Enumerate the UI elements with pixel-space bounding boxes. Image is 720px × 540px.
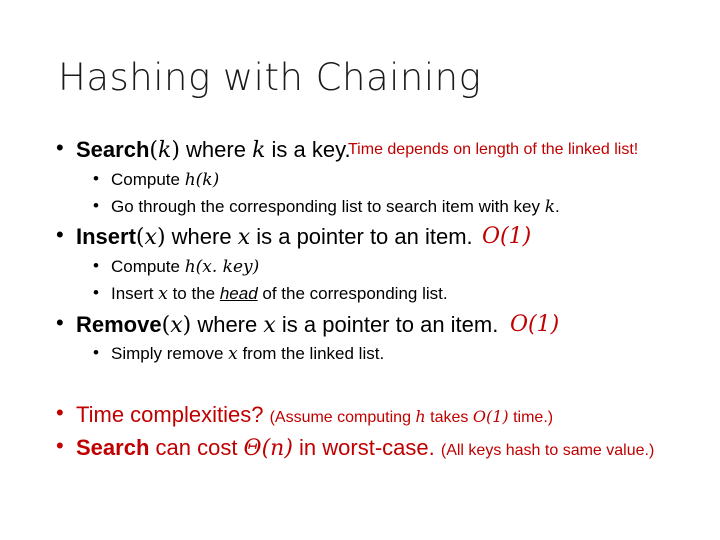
- search-text1: where: [179, 137, 253, 162]
- bullet-dot: •: [56, 310, 64, 335]
- worst-math: Θ(n): [243, 436, 293, 461]
- search-sub2: [93, 196, 560, 217]
- remove-cost: O(1): [510, 312, 560, 337]
- search-sub1: [93, 169, 220, 190]
- search-note: Time depends on length of the linked list!: [348, 141, 639, 158]
- insert-sub2: [93, 283, 448, 304]
- paren-close: ): [171, 138, 180, 163]
- worst-text1: can cost: [149, 435, 244, 460]
- paren-close: ): [182, 313, 192, 338]
- insert-sub1-text: Compute: [111, 257, 185, 276]
- insert-sub1-math: h(x. key): [184, 257, 260, 277]
- insert-keyword: Insert: [76, 224, 136, 249]
- sub-bullet-dot: •: [93, 343, 99, 362]
- insert-sub2-head: head: [219, 284, 258, 303]
- bullet-insert: [56, 222, 473, 250]
- bullet-remove: [56, 310, 499, 338]
- bullet-worst-case: [56, 433, 655, 461]
- search-text2: is a key.: [265, 137, 351, 162]
- complexity-text: Time complexities?: [76, 402, 270, 427]
- worst-text2: in worst-case.: [292, 435, 441, 460]
- search-sub2-var: k: [544, 197, 556, 217]
- sub-bullet-dot: •: [93, 196, 99, 215]
- insert-sub2-mid: to the: [167, 284, 220, 303]
- worst-keyword: Search: [76, 435, 150, 460]
- paren-open: (: [135, 225, 145, 250]
- paren-open: (: [149, 138, 158, 163]
- bullet-dot: •: [56, 135, 64, 160]
- insert-sub2-before: Insert: [111, 284, 159, 303]
- remove-keyword: Remove: [76, 312, 162, 337]
- bullet-dot: •: [56, 222, 64, 247]
- bullet-complexity: [56, 400, 554, 428]
- sub-bullet-dot: •: [93, 169, 99, 188]
- remove-sub1-after: from the linked list.: [237, 344, 385, 363]
- search-var: k: [157, 138, 172, 163]
- remove-text1: where: [191, 312, 264, 337]
- insert-var2: x: [237, 225, 251, 250]
- insert-cost: O(1): [482, 224, 532, 249]
- paren-close: ): [156, 225, 166, 250]
- complexity-note-before: (Assume computing: [269, 409, 416, 426]
- sub-bullet-dot: •: [93, 256, 99, 275]
- insert-sub2-var: x: [158, 284, 168, 304]
- remove-sub1: [93, 343, 385, 364]
- remove-sub1-var: x: [228, 344, 238, 364]
- search-sub2-end: .: [555, 197, 560, 216]
- sub-bullet-dot: •: [93, 283, 99, 302]
- insert-sub2-after: of the corresponding list.: [257, 284, 448, 303]
- search-sub1-fn: h: [184, 170, 196, 190]
- complexity-note-var: h: [415, 407, 426, 426]
- insert-sub1: [93, 256, 260, 277]
- worst-note: (All keys hash to same value.): [440, 442, 655, 459]
- bullet-dot: •: [56, 400, 64, 425]
- paren-open: (: [161, 313, 171, 338]
- slide-title: Hashing with Chaining: [58, 56, 482, 99]
- search-sub1-arg: (k): [195, 170, 220, 190]
- remove-var2: x: [263, 313, 276, 338]
- search-var2: k: [252, 138, 266, 163]
- complexity-note-after: time.): [508, 409, 554, 426]
- search-sub1-text: Compute: [111, 170, 185, 189]
- bullet-dot: •: [56, 433, 64, 458]
- complexity-note-mid: takes: [425, 409, 473, 426]
- insert-var: x: [144, 225, 157, 250]
- search-sub2-text: Go through the corresponding list to search item with key: [111, 197, 545, 216]
- insert-text1: where: [165, 224, 238, 249]
- bullet-search: [56, 135, 351, 163]
- remove-sub1-before: Simply remove: [111, 344, 229, 363]
- complexity-note-math: O(1): [472, 407, 509, 426]
- remove-text2: is a pointer to an item.: [275, 312, 499, 337]
- insert-text2: is a pointer to an item.: [250, 224, 473, 249]
- search-keyword: Search: [76, 137, 150, 162]
- remove-var: x: [170, 313, 183, 338]
